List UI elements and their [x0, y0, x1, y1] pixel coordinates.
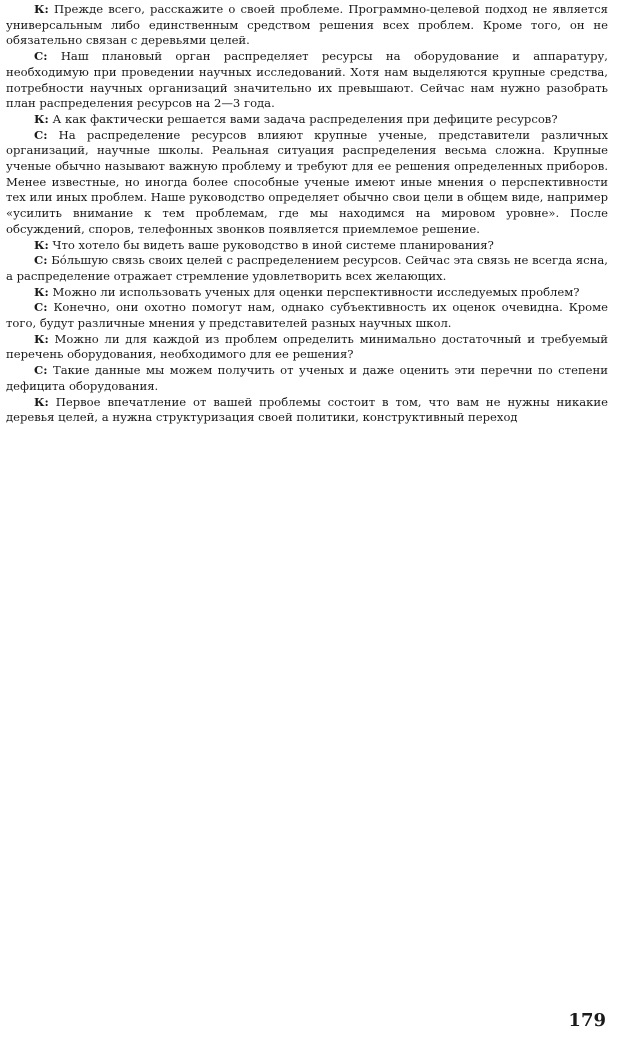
paragraph-text: Бóльшую связь своих целей с распределением ресурсов. Сейчас эта связь не всегда ясна, а распределение отражает стремление удовлетворить всех желающих.: [6, 253, 608, 283]
paragraph-text: На распределение ресурсов влияют крупные ученые, представители различных организаций, научные школы. Реальная ситуация распределения весьма сложна. Крупные ученые обычно называют важную проблему и требуют для ее решения определенных приборов. Менее известные, но иногда более способные ученые имеют иные мнения о перспективности тех или иных проблем. Наше руководство определяет обычно свои цели в общем виде, например «усилить внимание к тем проблемам, где мы находимся на мировом уровне». После обсуждений, споров, телефонных звонков появляется приемлемое решение.: [6, 127, 608, 236]
paragraph-text: А как фактически решается вами задача распределения при дефиците ресурсов?: [52, 111, 558, 126]
dialogue-paragraph: [6, 112, 608, 128]
dialogue-paragraph: [6, 300, 608, 331]
paragraph-text: Наш плановый орган распределяет ресурсы на оборудование и аппаратуру, необходимую при проведении научных исследований. Хотя нам выделяются крупные средства, потребности научных организаций значительно их превышают. Сейчас нам нужно разобрать план распределения ресурсов на 2—3 года.: [6, 49, 608, 111]
paragraph-text: Такие данные мы можем получить от ученых и даже оценить эти перечни по степени дефицита оборудования.: [6, 363, 608, 393]
paragraph-text: Можно ли использовать ученых для оценки перспективности исследуемых проблем?: [52, 284, 580, 299]
paragraph-text: Конечно, они охотно помогут нам, однако субъективность их оценок очевидна. Кроме того, будут различные мнения у представителей разных научных школ.: [6, 300, 608, 331]
dialogue-paragraph: [6, 128, 608, 238]
speaker-label: С:: [34, 253, 48, 268]
dialogue-paragraph: [6, 395, 608, 426]
paragraph-text: Что хотело бы видеть ваше руководство в иной системе планирования?: [52, 237, 494, 252]
speaker-label: К:: [34, 237, 49, 252]
speaker-label: К:: [34, 2, 49, 16]
speaker-label: С:: [34, 127, 48, 142]
dialogue-paragraph: [6, 253, 608, 284]
paragraph-text: Прежде всего, расскажите о своей проблеме. Программно-целевой подход не является универсальным либо единственным средством решения всех проблем. Кроме того, он не обязательно связан с деревьями целей.: [6, 2, 609, 48]
speaker-label: К:: [34, 394, 49, 409]
dialogue-paragraph: [6, 332, 608, 363]
paragraph-text: Можно ли для каждой из проблем определить минимально достаточный и требуемый перечень оборудования, необходимого для ее решения?: [6, 331, 608, 362]
speaker-label: С:: [34, 300, 48, 315]
speaker-label: К:: [34, 284, 49, 299]
dialogue-paragraph: [6, 49, 608, 112]
speaker-label: К:: [34, 331, 49, 346]
dialogue-paragraph: [6, 363, 608, 394]
speaker-label: К:: [34, 111, 49, 126]
page-number: 179: [568, 1010, 606, 1031]
speaker-label: С:: [34, 363, 48, 378]
dialogue-paragraph: [6, 285, 608, 301]
dialogue-paragraph: [6, 2, 608, 49]
speaker-label: С:: [34, 49, 48, 64]
dialogue-paragraph: [6, 238, 608, 254]
paragraph-text: Первое впечатление от вашей проблемы состоит в том, что вам не нужны никакие деревья целей, а нужна структуризация своей политики, конструктивный переход: [6, 394, 608, 425]
